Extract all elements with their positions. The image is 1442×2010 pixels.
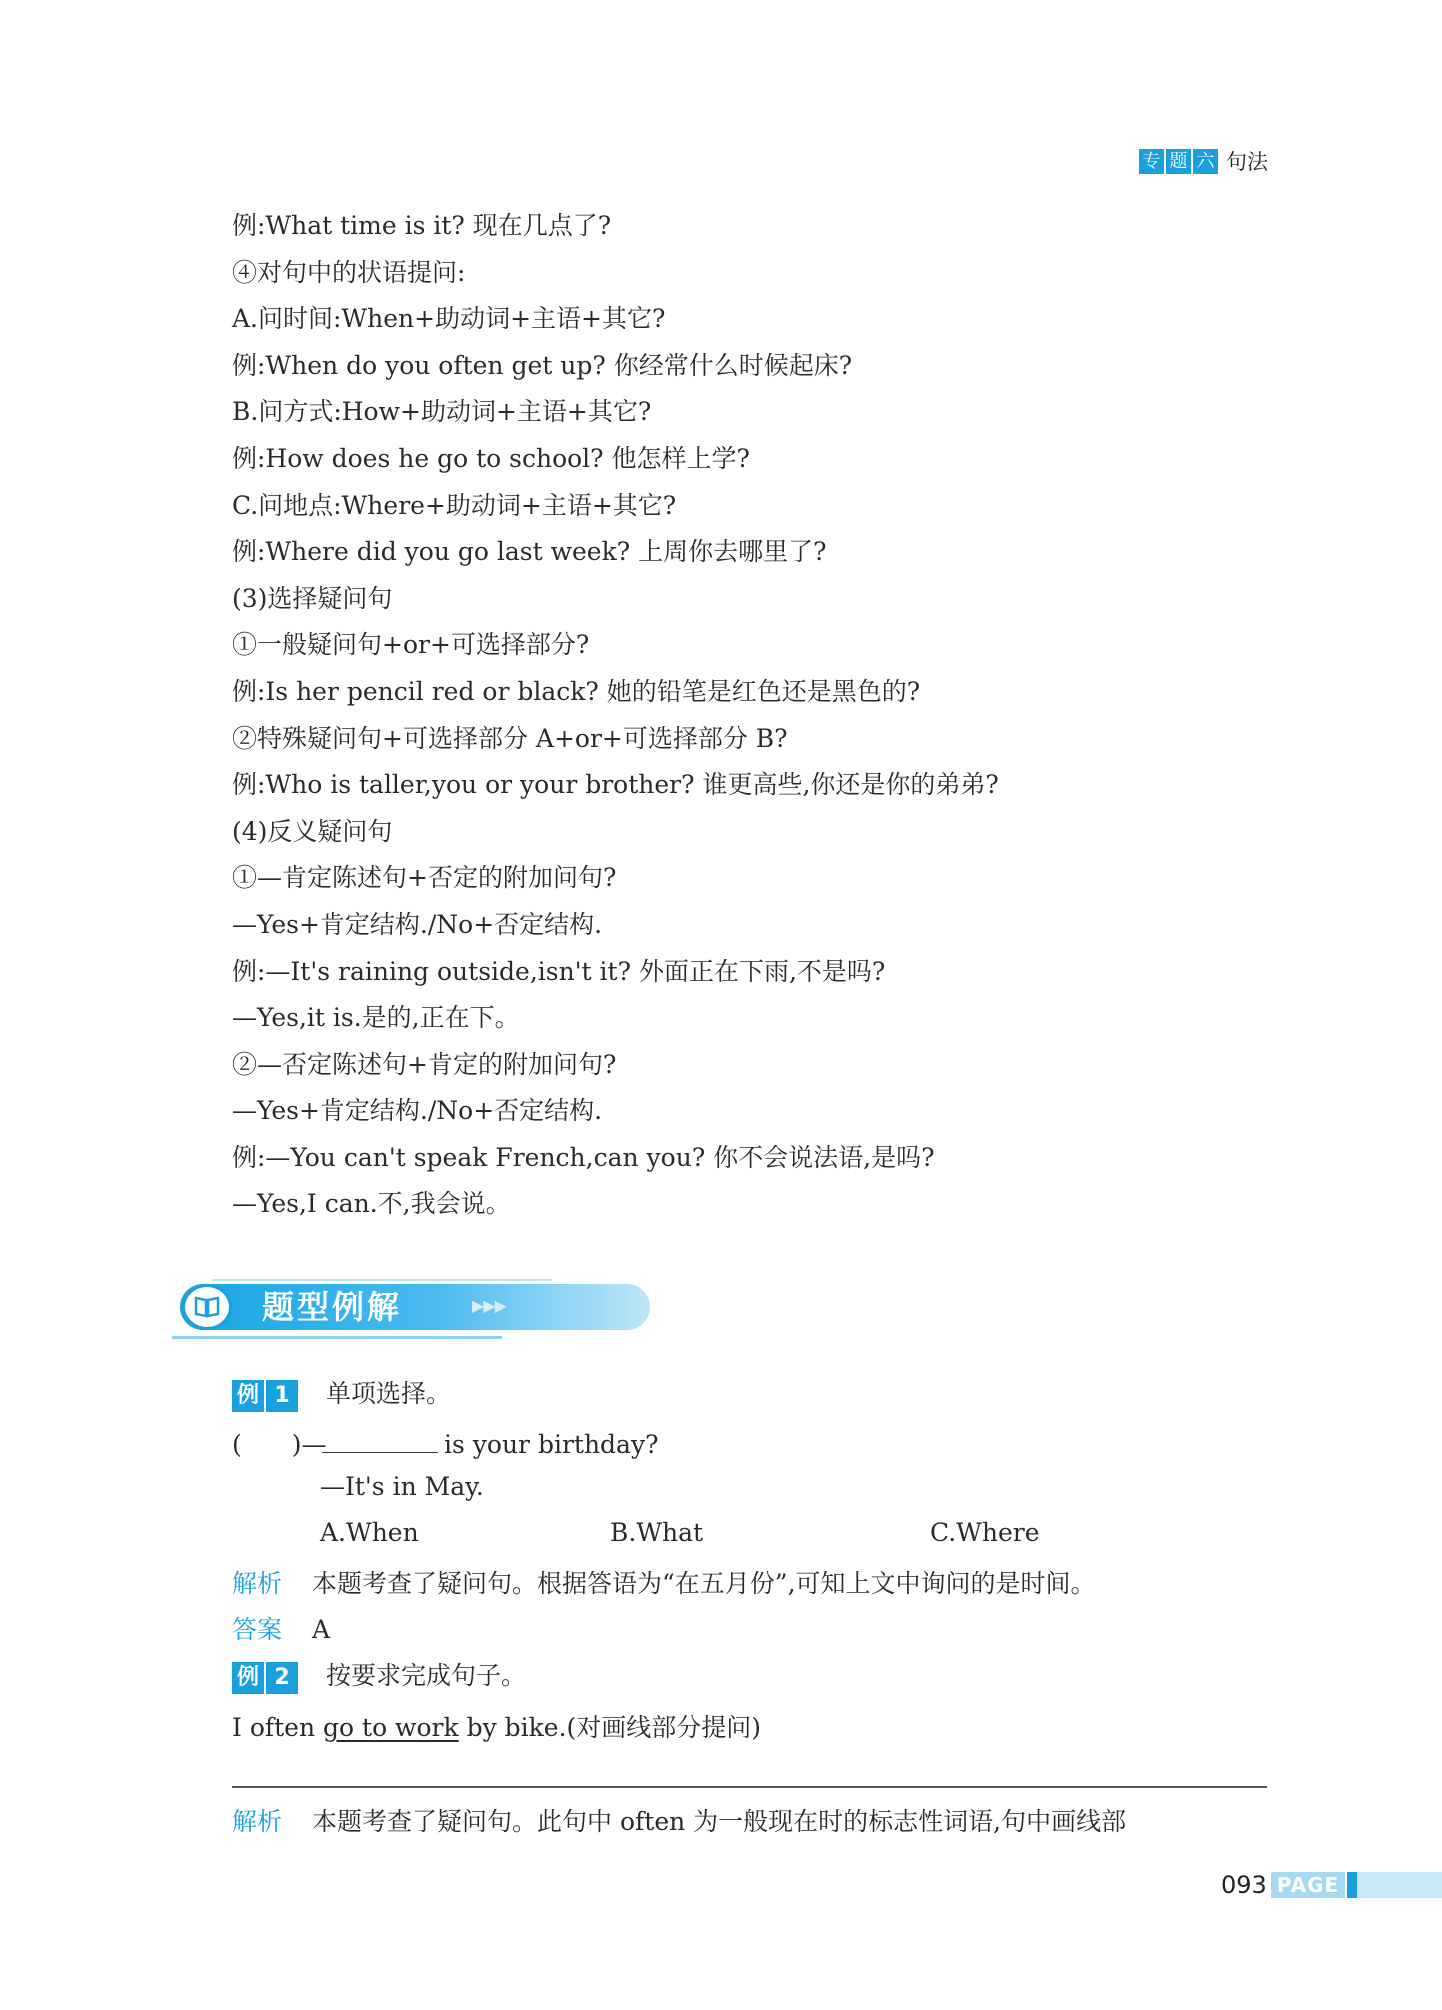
header-title: 句法	[1226, 150, 1268, 174]
banner-pill	[180, 1284, 650, 1330]
sentence-underlined: go to work	[323, 1713, 459, 1742]
analysis-text: 本题考查了疑问句。此句中 often 为一般现在时的标志性词语,句中画线部	[312, 1807, 1127, 1836]
text-line: B.问方式:How+助动词+主语+其它?	[232, 397, 652, 427]
topic-badge	[1139, 149, 1220, 174]
option-b: B.What	[610, 1518, 704, 1547]
footer-accent-bar	[1347, 1872, 1357, 1898]
answer-label: 答案	[232, 1615, 283, 1644]
answer-text: A	[312, 1615, 331, 1644]
example-tag	[232, 1380, 300, 1412]
text-line: 例:Is her pencil red or black? 她的铅笔是红色还是黑色的?	[232, 676, 921, 706]
tag-char: 2	[266, 1662, 298, 1694]
analysis-label: 解析	[232, 1569, 283, 1598]
answer-blank	[322, 1428, 438, 1453]
text-line: C.问地点:Where+助动词+主语+其它?	[232, 490, 677, 520]
badge-char: 六	[1193, 149, 1218, 174]
analysis-label: 解析	[232, 1807, 283, 1836]
grammar-notes	[232, 203, 1272, 1228]
tag-char: 例	[232, 1662, 264, 1694]
text-line: —Yes+肯定结构./No+否定结构.	[232, 909, 603, 939]
text-line: ①一般疑问句+or+可选择部分?	[232, 630, 590, 660]
example1-heading	[232, 1374, 451, 1412]
text-line: 例:Where did you go last week? 上周你去哪里了?	[232, 537, 827, 567]
section-banner	[172, 1276, 554, 1344]
text-line: —Yes+肯定结构./No+否定结构.	[232, 1096, 603, 1126]
badge-char: 专	[1139, 149, 1164, 174]
option-a: A.When	[320, 1518, 419, 1547]
text-line: —Yes,it is.是的,正在下。	[232, 1003, 520, 1033]
example2-instruction: 按要求完成句子。	[326, 1661, 527, 1690]
example1-answer	[232, 1610, 330, 1646]
text-line: 例:When do you often get up? 你经常什么时候起床?	[232, 350, 853, 380]
example2-analysis	[232, 1802, 1126, 1838]
page-footer	[1221, 1871, 1442, 1899]
example1-question	[232, 1425, 658, 1461]
banner-bottom-rule	[172, 1336, 502, 1339]
text-line: 例:How does he go to school? 他怎样上学?	[232, 443, 750, 473]
text-line: 例:Who is taller,you or your brother? 谁更高些,你还是你的弟弟?	[232, 770, 999, 800]
sentence-pre: I often	[232, 1713, 324, 1742]
answer-paren: ( )—	[232, 1430, 327, 1459]
text-line: ②特殊疑问句+可选择部分 A+or+可选择部分 B?	[232, 723, 788, 753]
tag-char: 例	[232, 1380, 264, 1412]
text-line: ①—肯定陈述句+否定的附加问句?	[232, 863, 617, 893]
example1-answer-line: —It's in May.	[320, 1472, 484, 1501]
text-line: (3)选择疑问句	[232, 583, 393, 613]
text-line: (4)反义疑问句	[232, 816, 393, 846]
banner-title: 题型例解	[262, 1288, 403, 1326]
example-tag	[232, 1662, 300, 1694]
example1-analysis	[232, 1564, 1096, 1600]
text-line: —Yes,I can.不,我会说。	[232, 1189, 511, 1219]
question-text: is your birthday?	[444, 1430, 659, 1459]
footer-bar	[1357, 1872, 1442, 1898]
page-number: 093	[1221, 1871, 1267, 1899]
analysis-text: 本题考查了疑问句。根据答语为“在五月份”,可知上文中询问的是时间。	[312, 1569, 1096, 1598]
option-c: C.Where	[930, 1518, 1040, 1547]
text-line: ②—否定陈述句+肯定的附加问句?	[232, 1049, 617, 1079]
example2-heading	[232, 1656, 526, 1694]
answer-divider	[232, 1786, 1267, 1788]
tag-char: 1	[266, 1380, 298, 1412]
text-line: ④对句中的状语提问:	[232, 257, 466, 287]
text-line: 例:What time is it? 现在几点了?	[232, 211, 612, 240]
example1-options	[320, 1518, 1080, 1550]
example2-sentence	[232, 1708, 761, 1744]
text-line: A.问时间:When+助动词+主语+其它?	[232, 304, 666, 334]
arrow-decoration-icon: ▶▶▶	[472, 1296, 506, 1315]
text-line: 例:—It's raining outside,isn't it? 外面正在下雨,不是吗?	[232, 956, 886, 986]
badge-char: 题	[1166, 149, 1191, 174]
example1-instruction: 单项选择。	[326, 1379, 452, 1408]
running-header	[1139, 146, 1268, 176]
banner-top-rule	[212, 1279, 552, 1281]
sentence-post: by bike.(对画线部分提问)	[458, 1713, 762, 1742]
text-line: 例:—You can't speak French,can you? 你不会说法语,是吗?	[232, 1142, 935, 1172]
book-icon	[182, 1284, 232, 1330]
page-label: PAGE	[1271, 1872, 1345, 1898]
